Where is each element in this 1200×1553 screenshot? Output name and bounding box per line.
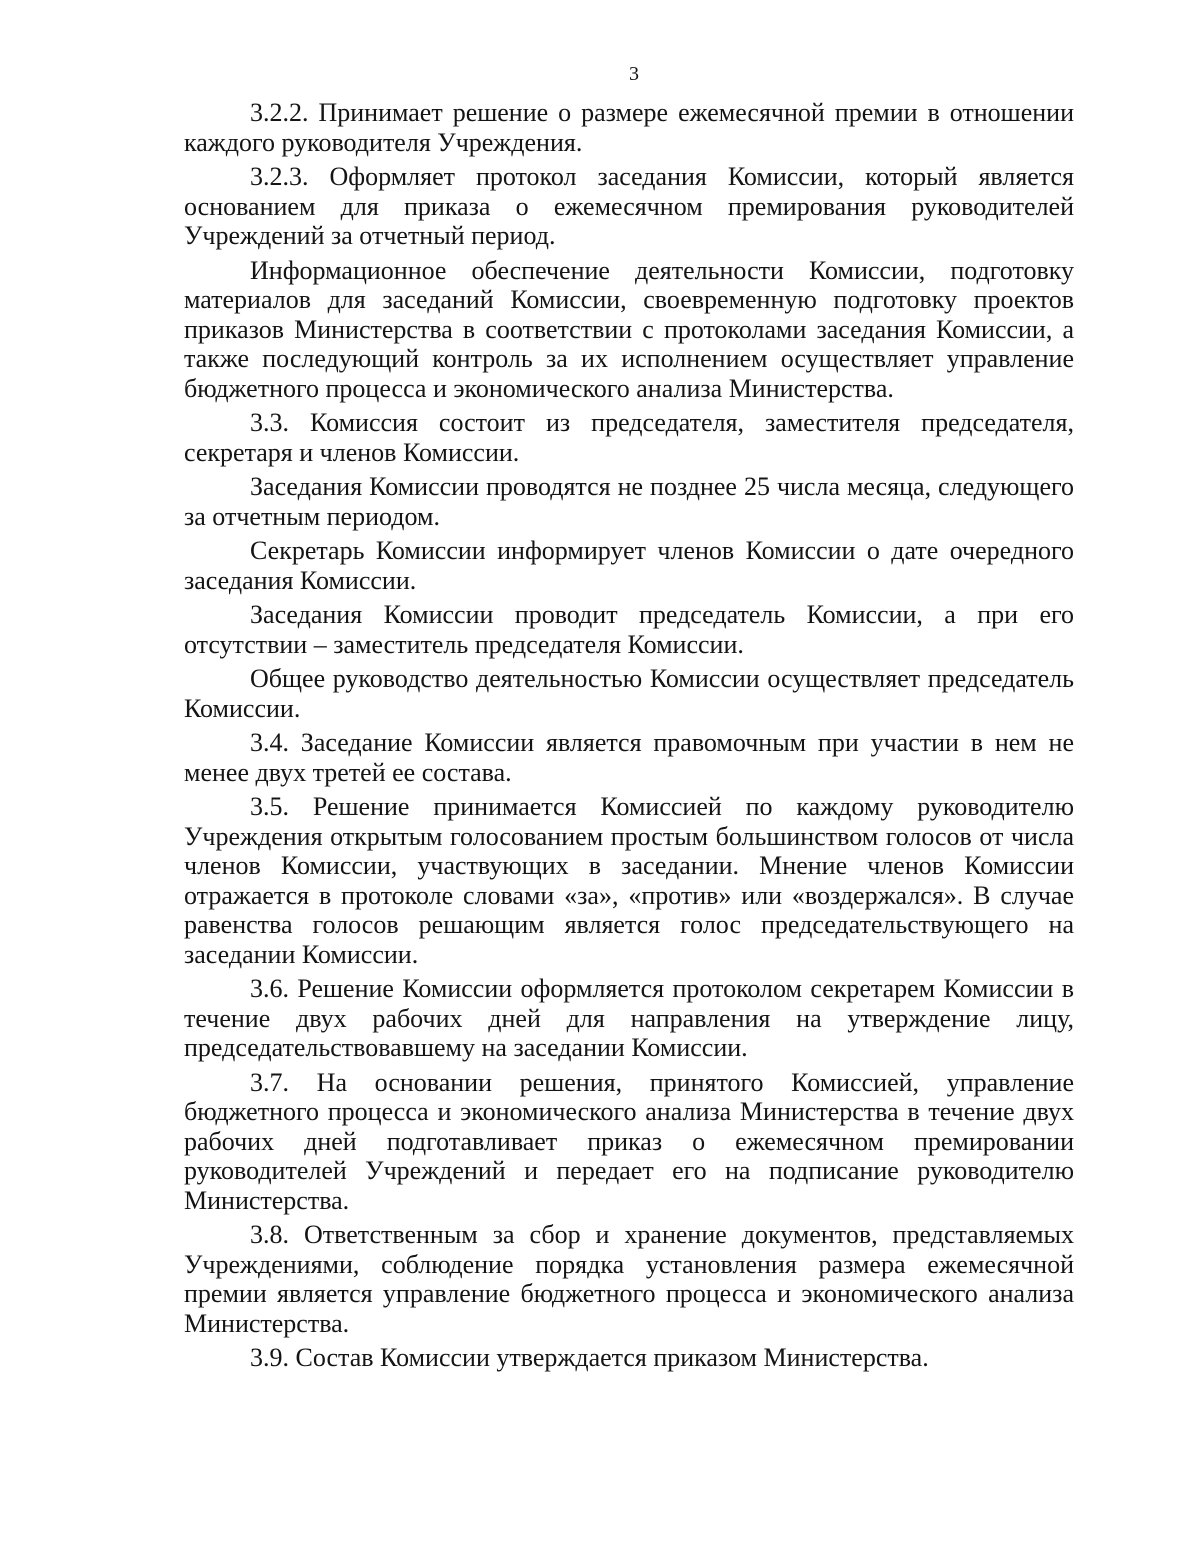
paragraph-3-7: 3.7. На основании решения, принятого Комиссией, управление бюджетного процесса и экономического анализа Министерства в течение двух рабочих дней подготавливает приказ о ежемесячном премировании руководителей Учреждений и передает его на подписание руководителю Министерства. [184,1067,1074,1215]
paragraph-3-5: 3.5. Решение принимается Комиссией по каждому руководителю Учреждения открытым голосованием простым большинством голосов от числа членов Комиссии, участвующих в заседании. Мнение членов Комиссии отражается в протоколе словами «за», «против» или «воздержался». В случае равенства голосов решающим является голос председательствующего на заседании Комиссии. [184,792,1074,969]
page-number: 3 [629,63,639,85]
paragraph-general-management: Общее руководство деятельностью Комиссии осуществляет председатель Комиссии. [184,664,1074,723]
paragraph-3-2-2: 3.2.2. Принимает решение о размере ежемесячной премии в отношении каждого руководителя Учреждения. [184,98,1074,157]
paragraph-3-3: 3.3. Комиссия состоит из председателя, заместителя председателя, секретаря и членов Комиссии. [184,408,1074,467]
paragraph-meeting-schedule: Заседания Комиссии проводятся не позднее 25 числа месяца, следующего за отчетным периодом. [184,472,1074,531]
paragraph-chair-conducts: Заседания Комиссии проводит председатель Комиссии, а при его отсутствии – заместитель председателя Комиссии. [184,600,1074,659]
paragraph-secretary-informs: Секретарь Комиссии информирует членов Комиссии о дате очередного заседания Комиссии. [184,536,1074,595]
paragraph-3-4: 3.4. Заседание Комиссии является правомочным при участии в нем не менее двух третей ее состава. [184,728,1074,787]
paragraph-information-support: Информационное обеспечение деятельности Комиссии, подготовку материалов для заседаний Комиссии, своевременную подготовку проектов приказов Министерства в соответствии с протоколами заседания Комиссии, а также последующий контроль за их исполнением осуществляет управление бюджетного процесса и экономического анализа Министерства. [184,255,1074,403]
paragraph-3-2-3: 3.2.3. Оформляет протокол заседания Комиссии, который является основанием для приказа о ежемесячном премирования руководителей Учреждений за отчетный период. [184,162,1074,250]
paragraph-3-9: 3.9. Состав Комиссии утверждается приказом Министерства. [250,1343,929,1372]
document-body [184,98,1074,1378]
paragraph-3-6: 3.6. Решение Комиссии оформляется протоколом секретарем Комиссии в течение двух рабочих дней для направления на утверждение лицу, председательствовавшему на заседании Комиссии. [184,974,1074,1062]
paragraph-3-8: 3.8. Ответственным за сбор и хранение документов, представляемых Учреждениями, соблюдение порядка установления размера ежемесячной премии является управление бюджетного процесса и экономического анализа Министерства. [184,1220,1074,1338]
